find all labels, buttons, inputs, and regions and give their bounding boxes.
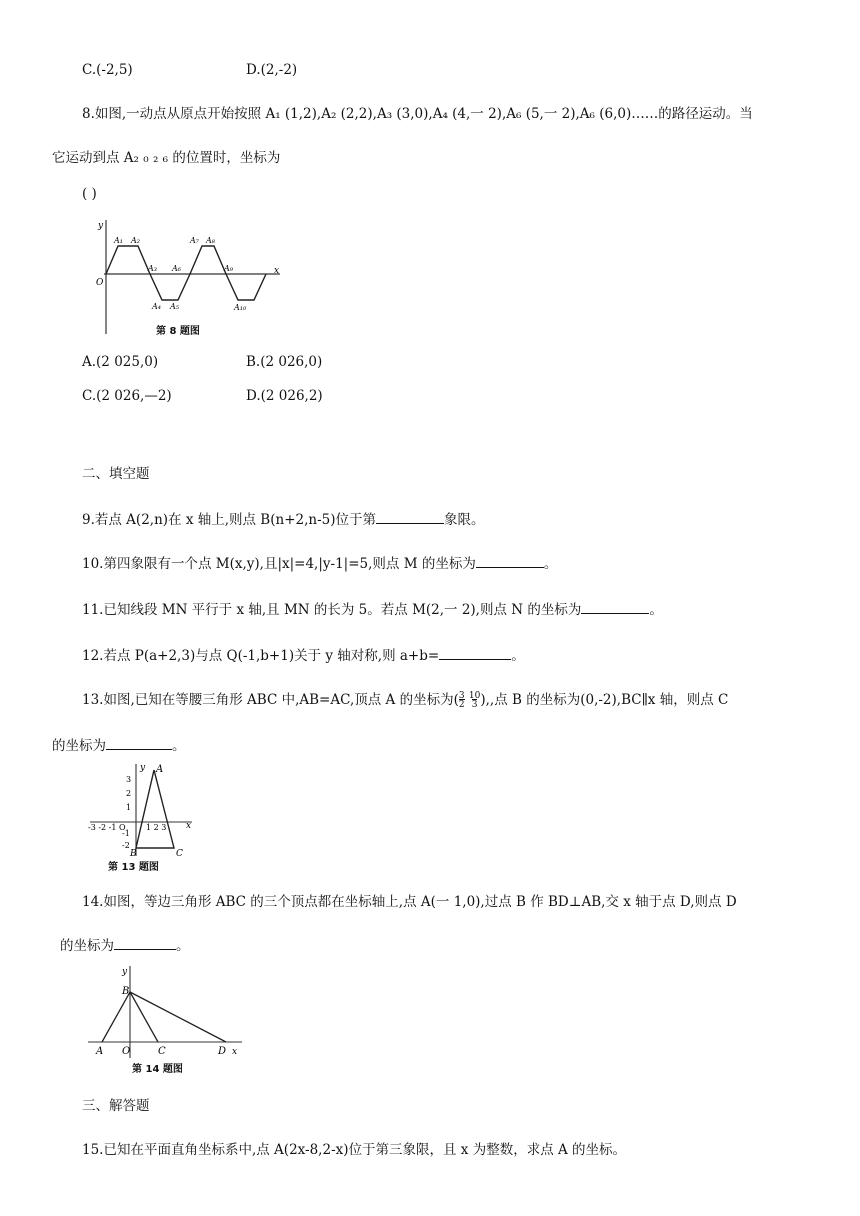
fig8-a9: A₉ [224,264,233,273]
option-a: A.(2 025,0) [82,354,159,370]
fig14-label-o: O [122,1046,131,1057]
fig8-x-label: x [274,266,280,276]
question-8-line2: 它运动到点 A₂ ₀ ₂ ₆ 的位置时，坐标为 [52,150,281,166]
answer-blank [376,509,444,524]
fig13-label-b: B [130,849,137,859]
figure-14 [86,962,246,1060]
question-12 [82,644,525,664]
answer-blank [106,735,172,750]
question-11 [82,598,663,618]
fig14-label-d: D [218,1046,227,1057]
fig13-y1: 1 [126,803,132,812]
fraction-3-2 [459,692,465,710]
fig14-x-label: x [232,1047,238,1057]
figure-13 [86,760,196,860]
fig13-neg-ticks: -3 -2 -1 O [88,823,126,832]
q13-line2-text: 的坐标为 [52,738,106,754]
fig8-a8: A₈ [206,236,215,245]
q9-text: 9.若点 A(2,n)在 x 轴上,则点 B(n+2,n-5)位于第 [82,512,376,528]
q11-text: 11.已知线段 MN 平行于 x 轴,且 MN 的长为 5。若点 M(2,一 2),则点 N 的坐标为 [82,602,582,618]
fig13-ym1: -1 [122,829,130,838]
q10-suffix: 。 [543,556,558,572]
frac1-den: 2 [458,699,465,710]
fig8-y-label: y [98,221,104,231]
figure-14-caption: 第 14 题图 [132,1064,183,1075]
fig8-a5: A₅ [170,302,179,311]
question-8-line1: 8.如图,一动点从原点开始按照 A₁ (1,2),A₂ (2,2),A₃ (3,0),A₄ (4,一 2),A₆ (5,一 2),A₆ (6,0)……的路径运动。当 [82,106,753,122]
question-14-line1: 14.如图，等边三角形 ABC 的三个顶点都在坐标轴上,点 A(一 1,0),过点 B 作 BD⊥AB,交 x 轴于点 D,则点 D [82,894,737,910]
question-13-line1: 13.如图,已知在等腰三角形 ABC 中,AB=AC,顶点 A 的坐标为$(\frac{3}{2} \frac{10}{3})$,,点 B 的坐标为(0,-2),BC∥x 轴，则点 C [82,690,729,710]
question-13-line2 [52,734,186,754]
fraction-10-3 [469,692,480,710]
fig8-a4: A₄ [152,302,161,311]
q11-suffix: 。 [649,602,663,618]
fig13-y-label: y [140,763,146,773]
fig8-a10: A₁₀ [234,303,247,312]
fig8-a3: A₃ [148,264,157,273]
option-d: D.(2,-2) [246,62,298,78]
q13-text: 13.如图,已知在等腰三角形 ABC 中,AB=AC,顶点 A 的坐标为( [82,692,459,708]
option-d: D.(2 026,2) [246,388,323,404]
q13-text-cont: ,,点 B 的坐标为(0,-2),BC∥x 轴，则点 C [485,692,729,708]
question-9 [82,508,485,528]
fig13-y2: 2 [126,789,132,798]
fig14-label-c: C [158,1046,166,1057]
q14-line2-text: 的坐标为 [60,938,114,954]
question-10 [82,552,557,572]
q9-suffix: 象限。 [444,512,485,528]
frac2-num: 10 [468,690,481,701]
option-b: B.(2 026,0) [246,354,323,370]
fig13-ym2: -2 [122,841,130,850]
question-14-line2 [60,934,190,954]
fig8-a6: A₆ [172,264,181,273]
answer-blank [114,935,176,950]
fig13-label-c: C [176,849,183,859]
answer-blank [439,645,511,660]
fig14-y-label: y [122,967,128,977]
option-c: C.(-2,5) [82,62,133,78]
q13-line2-suffix: 。 [172,738,186,754]
question-15: 15.已知在平面直角坐标系中,点 A(2x-8,2-x)位于第三象限，且 x 为整数，求点 A 的坐标。 [82,1142,627,1158]
frac1-num: 3 [458,690,465,701]
fig8-a2: A₂ [131,236,140,245]
answer-paren: ( ) [82,186,97,202]
q14-line2-suffix: 。 [176,938,190,954]
q12-text: 12.若点 P(a+2,3)与点 Q(-1,b+1)关于 y 轴对称,则 a+b= [82,648,440,664]
section-heading-fill-blank: 二、填空题 [82,466,150,482]
figure-13-caption: 第 13 题图 [108,862,159,873]
fig13-label-a: A [156,764,164,775]
answer-blank [476,553,544,568]
frac2-den: 3 [471,699,478,710]
q10-text: 10.第四象限有一个点 M(x,y),且|x|=4,|y-1|=5,则点 M 的坐标为 [82,556,476,572]
fig14-label-a: A [96,1046,104,1057]
q12-suffix: 。 [511,648,525,664]
figure-8-caption: 第 8 题图 [156,326,200,337]
fig14-label-b: B [122,986,130,997]
fig13-pos-ticks: 1 2 3 [146,823,167,832]
fig8-a7: A₇ [190,236,199,245]
fig13-y3: 3 [126,775,132,784]
section-heading-solve: 三、解答题 [82,1098,150,1114]
option-c: C.(2 026,—2) [82,388,172,404]
fig13-x-label: x [186,821,192,831]
fig8-origin: O [96,278,104,288]
answer-blank [581,599,649,614]
fig8-a1: A₁ [114,236,123,245]
